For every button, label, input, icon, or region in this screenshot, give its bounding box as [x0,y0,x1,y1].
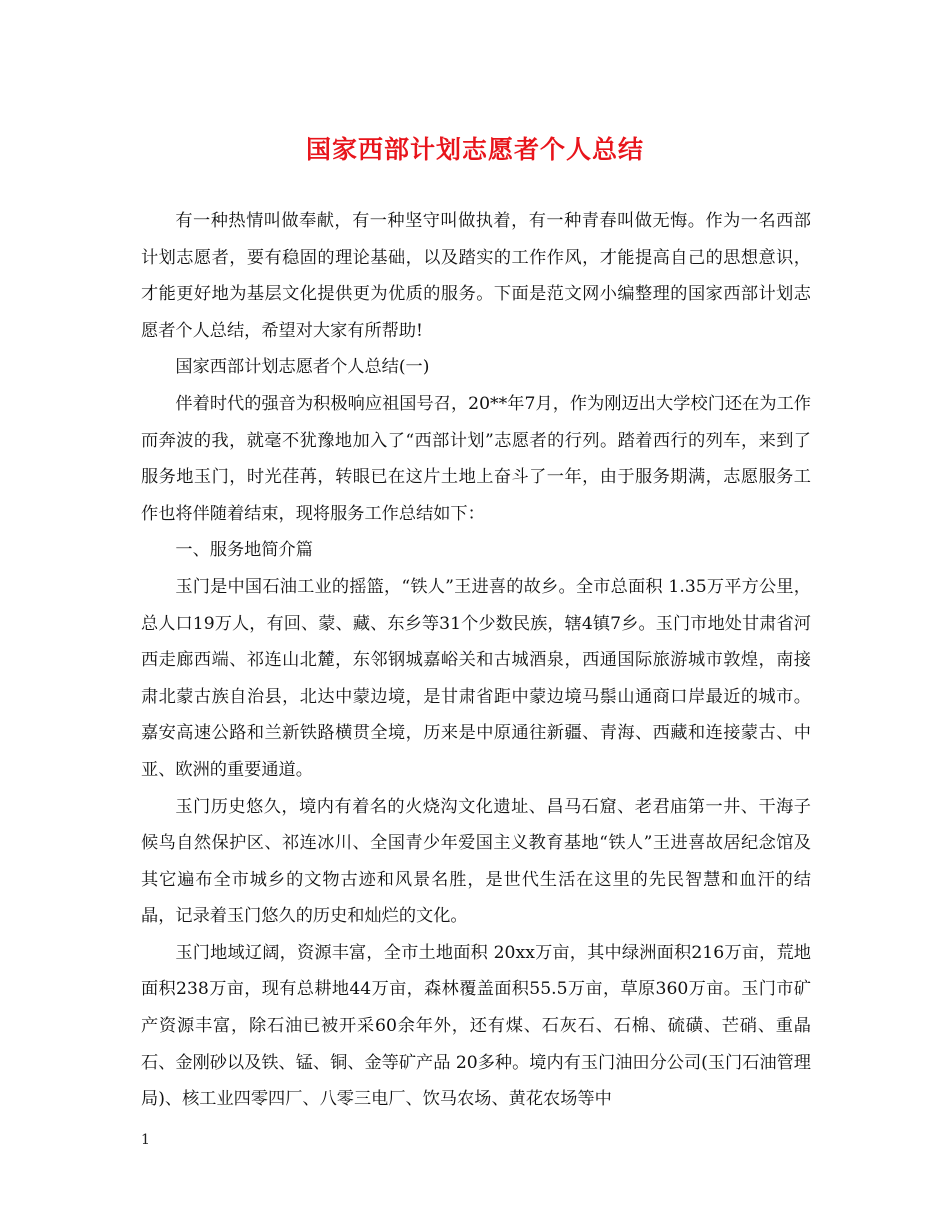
paragraph-yumen-history: 玉门历史悠久，境内有着名的火烧沟文化遗址、昌马石窟、老君庙第一井、干海子候鸟自然保护区、祁连冰川、全国青少年爱国主义教育基地“铁人”王进喜故居纪念馆及其它遍布全市城乡的文物古迹和风景名胜，是世代生活在这里的先民智慧和血汗的结晶，记录着玉门悠久的历史和灿烂的文化。 [141,796,811,927]
document-title: 国家西部计划志愿者个人总结 [305,135,644,164]
page-number: 1 [141,1132,150,1148]
section-heading-service-area: 一、服务地简介篇 [175,540,313,561]
paragraph-background: 伴着时代的强音为积极响应祖国号召，20**年7月，作为刚迈出大学校门还在为工作而奔波的我，就毫不犹豫地加入了“西部计划”志愿者的行列。踏着西行的列车，来到了服务地玉门，时光荏苒，转眼已在这片土地上奋斗了一年，由于服务期满，志愿服务工作也将伴随着结束，现将服务工作总结如下： [141,393,811,524]
paragraph-intro: 有一种热情叫做奉献，有一种坚守叫做执着，有一种青春叫做无悔。作为一名西部计划志愿者，要有稳固的理论基础，以及踏实的工作作风，才能提高自己的思想意识，才能更好地为基层文化提供更为优质的服务。下面是范文网小编整理的国家西部计划志愿者个人总结，希望对大家有所帮助! [141,211,811,341]
paragraph-yumen-overview: 玉门是中国石油工业的摇篮，“铁人”王进喜的故乡。全市总面积 1.35万平方公里，总人口19万人，有回、蒙、藏、东乡等31个少数民族，辖4镇7乡。玉门市地处甘肃省河西走廊西端、祁连山北麓，东邻钢城嘉峪关和古城酒泉，西通国际旅游城市敦煌，南接肃北蒙古族自治县，北达中蒙边境，是甘肃省距中蒙边境马鬃山通商口岸最近的城市。嘉安高速公路和兰新铁路横贯全境，历来是中原通往新疆、青海、西藏和连接蒙古、中亚、欧洲的重要通道。 [141,576,811,780]
section-heading-summary-1: 国家西部计划志愿者个人总结(一) [175,357,430,378]
document-body [141,203,811,1118]
paragraph-yumen-resources: 玉门地域辽阔，资源丰富，全市土地面积 20xx万亩，其中绿洲面积216万亩，荒地面积238万亩，现有总耕地44万亩，森林覆盖面积55.5万亩，草原360万亩。玉门市矿产资源丰富，除石油已被开采60余年外，还有煤、石灰石、石棉、硫磺、芒硝、重晶石、金刚砂以及铁、锰、铜、金等矿产品 20多种。境内有玉门油田分公司(玉门石油管理局)、核工业四零四厂、八零三电厂、饮马农场、黄花农场等中 [141,942,811,1110]
